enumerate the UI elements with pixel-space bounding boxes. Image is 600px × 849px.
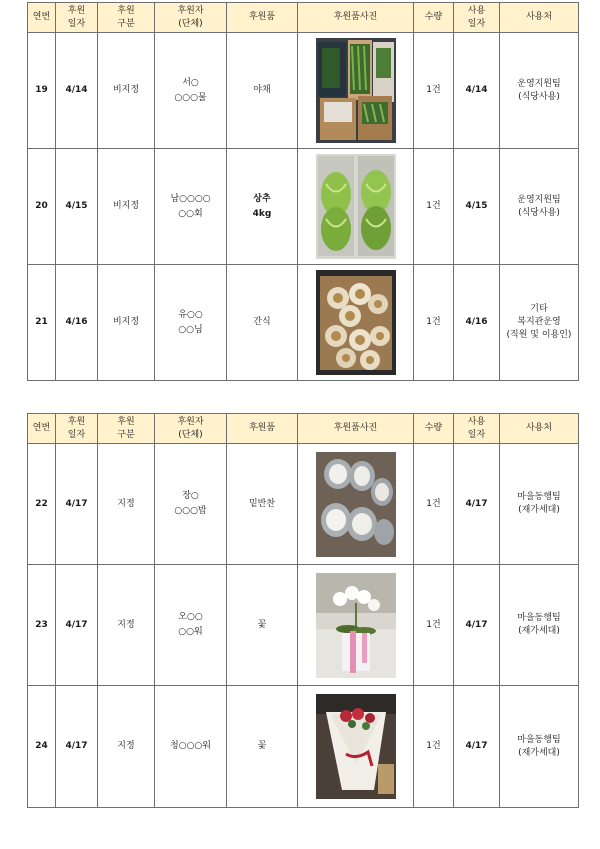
donation-table-2 (27, 413, 579, 808)
col-header-no: 연번 (28, 414, 56, 444)
cell-use-date: 4/17 (454, 686, 500, 808)
cell-item: 꽃 (227, 565, 298, 686)
col-header-no: 연번 (28, 3, 56, 33)
lettuce-boxes-photo (316, 154, 396, 259)
cell-no: 21 (28, 265, 56, 381)
cell-donor: 서○ ○○○물 (155, 33, 227, 149)
cell-item: 야채 (227, 33, 298, 149)
cell-photo (298, 265, 414, 381)
cell-no: 24 (28, 686, 56, 808)
cell-date: 4/17 (56, 686, 98, 808)
cell-photo (298, 444, 414, 565)
cell-no: 23 (28, 565, 56, 686)
col-header-photo: 후원품사진 (298, 414, 414, 444)
col-header-use-date: 사용 일자 (454, 3, 500, 33)
cell-type: 지정 (98, 565, 155, 686)
cell-use-date: 4/17 (454, 565, 500, 686)
col-header-use-date: 사용 일자 (454, 414, 500, 444)
col-header-qty: 수량 (414, 414, 454, 444)
cell-donor: 청○○○워 (155, 686, 227, 808)
col-header-date: 후원 일자 (56, 3, 98, 33)
cell-no: 20 (28, 149, 56, 265)
cell-type: 비지정 (98, 265, 155, 381)
cell-use-date: 4/17 (454, 444, 500, 565)
table-row (28, 265, 579, 381)
col-header-item: 후원품 (227, 3, 298, 33)
table-row (28, 33, 579, 149)
col-header-photo: 후원품사진 (298, 3, 414, 33)
cell-place: 운영지원팀 (식당사용) (500, 33, 579, 149)
flower-bouquet-photo (316, 694, 396, 799)
cell-donor: 유○○ ○○님 (155, 265, 227, 381)
cell-qty: 1건 (414, 33, 454, 149)
cell-item: 상추 4kg (227, 149, 298, 265)
cell-photo (298, 565, 414, 686)
cell-no: 19 (28, 33, 56, 149)
cell-place: 마을동행팀 (재가세대) (500, 686, 579, 808)
cell-date: 4/17 (56, 565, 98, 686)
table-header-row (28, 3, 579, 33)
cell-donor: 장○ ○○○밥 (155, 444, 227, 565)
col-header-type: 후원 구분 (98, 414, 155, 444)
donation-table-1 (27, 2, 579, 381)
col-header-donor: 후원자 (단체) (155, 3, 227, 33)
cell-photo (298, 686, 414, 808)
col-header-place: 사용처 (500, 3, 579, 33)
cell-type: 비지정 (98, 149, 155, 265)
cell-photo (298, 149, 414, 265)
cell-type: 지정 (98, 444, 155, 565)
col-header-place: 사용처 (500, 414, 579, 444)
cell-date: 4/16 (56, 265, 98, 381)
table-row (28, 686, 579, 808)
cell-qty: 1건 (414, 565, 454, 686)
cell-use-date: 4/15 (454, 149, 500, 265)
col-header-date: 후원 일자 (56, 414, 98, 444)
cell-date: 4/15 (56, 149, 98, 265)
cell-place: 마을동행팀 (재가세대) (500, 565, 579, 686)
cell-use-date: 4/16 (454, 265, 500, 381)
cell-date: 4/17 (56, 444, 98, 565)
cell-type: 지정 (98, 686, 155, 808)
col-header-qty: 수량 (414, 3, 454, 33)
col-header-type: 후원 구분 (98, 3, 155, 33)
cell-type: 비지정 (98, 33, 155, 149)
cell-place: 운영지원팀 (식당사용) (500, 149, 579, 265)
cell-place: 마을동행팀 (재가세대) (500, 444, 579, 565)
table-row (28, 444, 579, 565)
table-row (28, 565, 579, 686)
cell-place: 기타 복지관운영 (직원 및 이용인) (500, 265, 579, 381)
cell-donor: 오○○ ○○워 (155, 565, 227, 686)
table-row (28, 149, 579, 265)
col-header-donor: 후원자 (단체) (155, 414, 227, 444)
side-dish-containers-photo (316, 452, 396, 557)
cell-photo (298, 33, 414, 149)
cell-item: 밑반찬 (227, 444, 298, 565)
cell-qty: 1건 (414, 686, 454, 808)
col-header-item: 후원품 (227, 414, 298, 444)
cell-item: 간식 (227, 265, 298, 381)
cell-qty: 1건 (414, 149, 454, 265)
cell-qty: 1건 (414, 444, 454, 565)
snack-jars-photo (316, 270, 396, 375)
orchid-pot-photo (316, 573, 396, 678)
cell-use-date: 4/14 (454, 33, 500, 149)
cell-qty: 1건 (414, 265, 454, 381)
cell-date: 4/14 (56, 33, 98, 149)
vegetables-boxes-photo (316, 38, 396, 143)
table-header-row (28, 414, 579, 444)
cell-item: 꽃 (227, 686, 298, 808)
cell-donor: 남○○○○ ○○회 (155, 149, 227, 265)
cell-no: 22 (28, 444, 56, 565)
